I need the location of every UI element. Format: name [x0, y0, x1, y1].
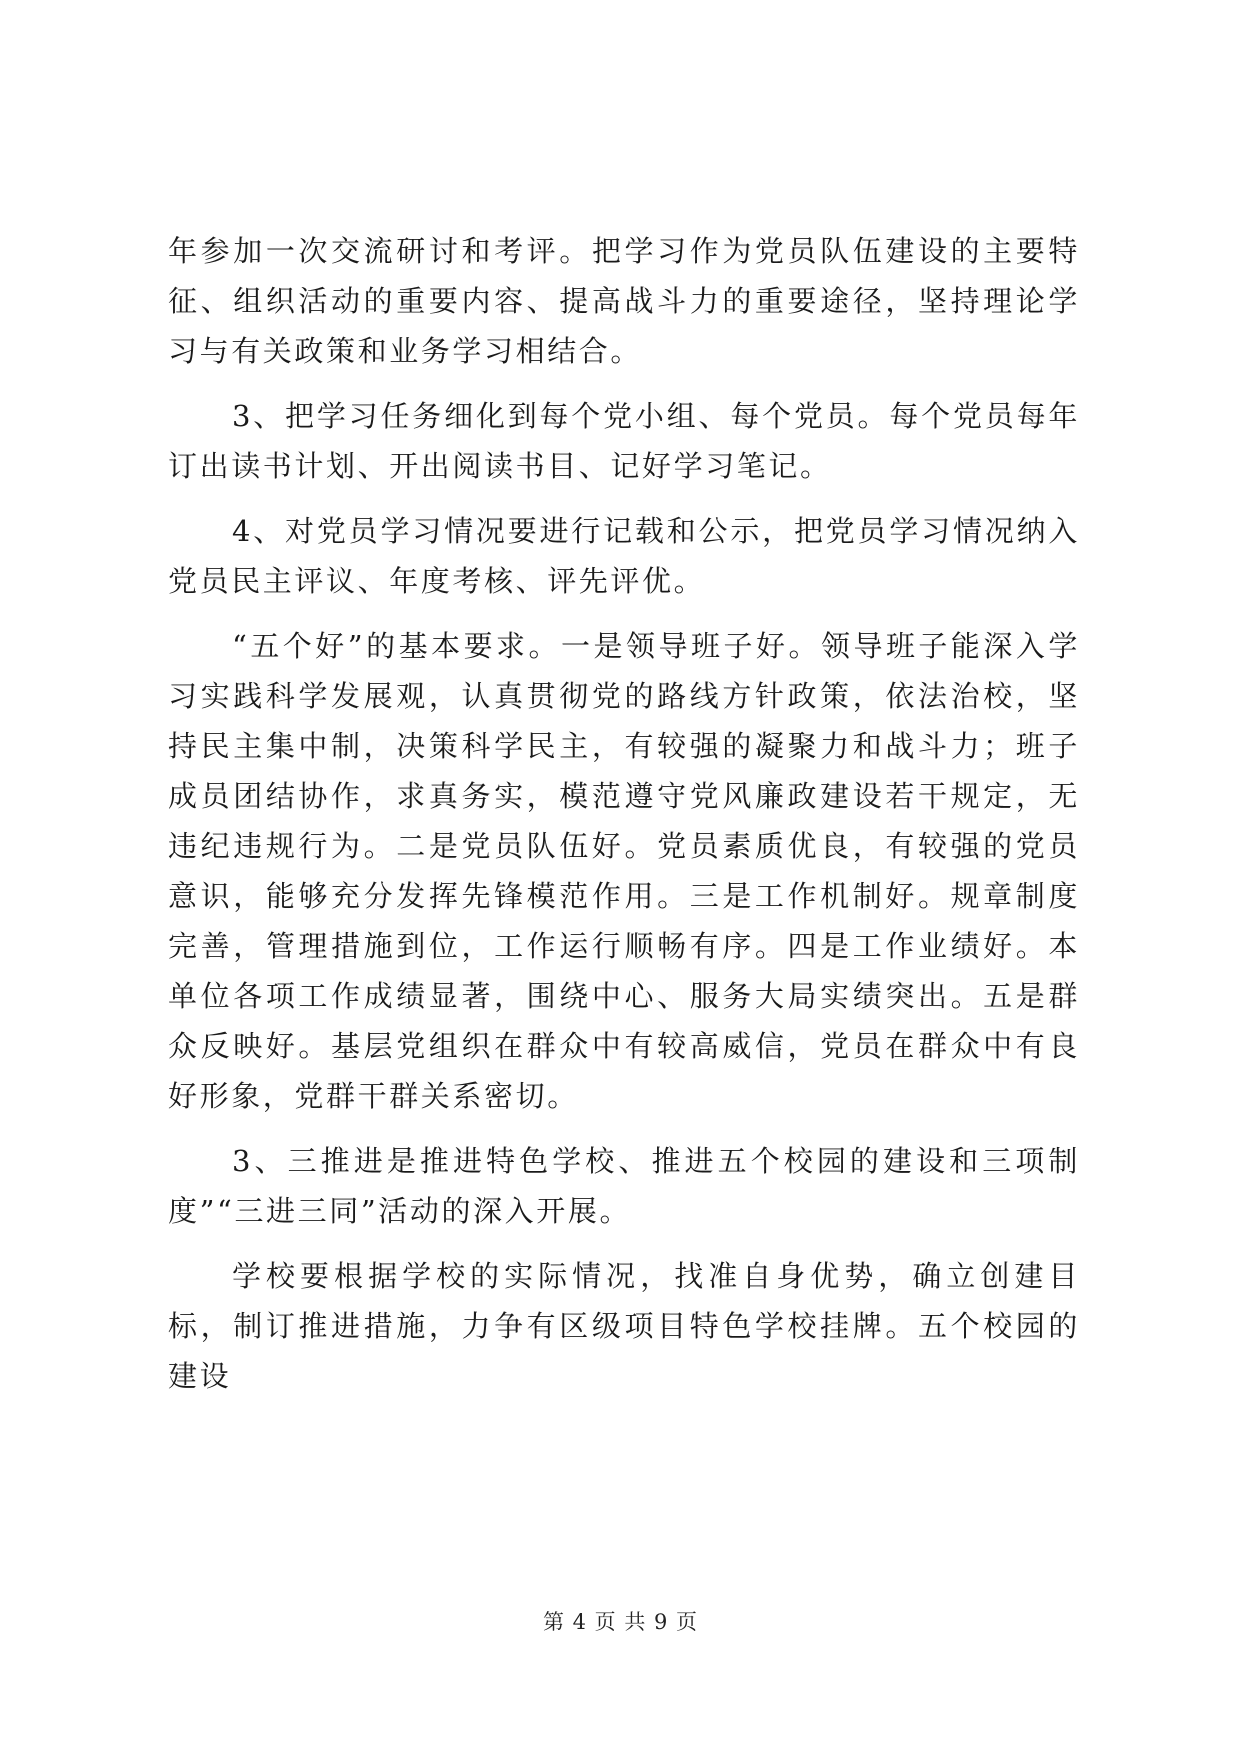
paragraph-continuation: 年参加一次交流研讨和考评。把学习作为党员队伍建设的主要特征、组织活动的重要内容、提高战斗力的重要途径，坚持理论学习与有关政策和业务学习相结合。 — [168, 234, 1080, 368]
paragraph-five-goods-requirements: “五个好”的基本要求。一是领导班子好。领导班子能深入学习实践科学发展观，认真贯彻党的路线方针政策，依法治校，坚持民主集中制，决策科学民主，有较强的凝聚力和战斗力；班子成员团结协作，求真务实，模范遵守党风廉政建设若干规定，无违纪违规行为。二是党员队伍好。党员素质优良，有较强的党员意识，能够充分发挥先锋模范作用。三是工作机制好。规章制度完善，管理措施到位，工作运行顺畅有序。四是工作业绩好。本单位各项工作成绩显著，围绕中心、服务大局实绩突出。五是群众反映好。基层党组织在群众中有较高威信，党员在群众中有良好形象，党群干群关系密切。 — [168, 629, 1080, 1113]
document-body — [168, 226, 1080, 1416]
paragraph-item-3-three-advances: 3、三推进是推进特色学校、推进五个校园的建设和三项制度”“三进三同”活动的深入开展。 — [168, 1144, 1080, 1228]
page-number-footer: 第 4 页 共 9 页 — [542, 1610, 699, 1634]
paragraph-item-3-study-tasks: 3、把学习任务细化到每个党小组、每个党员。每个党员每年订出读书计划、开出阅读书目、记好学习笔记。 — [168, 399, 1080, 483]
paragraph-school-goals: 学校要根据学校的实际情况，找准自身优势，确立创建目标，制订推进措施，力争有区级项目特色学校挂牌。五个校园的建设 — [168, 1259, 1080, 1393]
paragraph-item-4-record-publicize: 4、对党员学习情况要进行记载和公示，把党员学习情况纳入党员民主评议、年度考核、评先评优。 — [168, 514, 1080, 598]
